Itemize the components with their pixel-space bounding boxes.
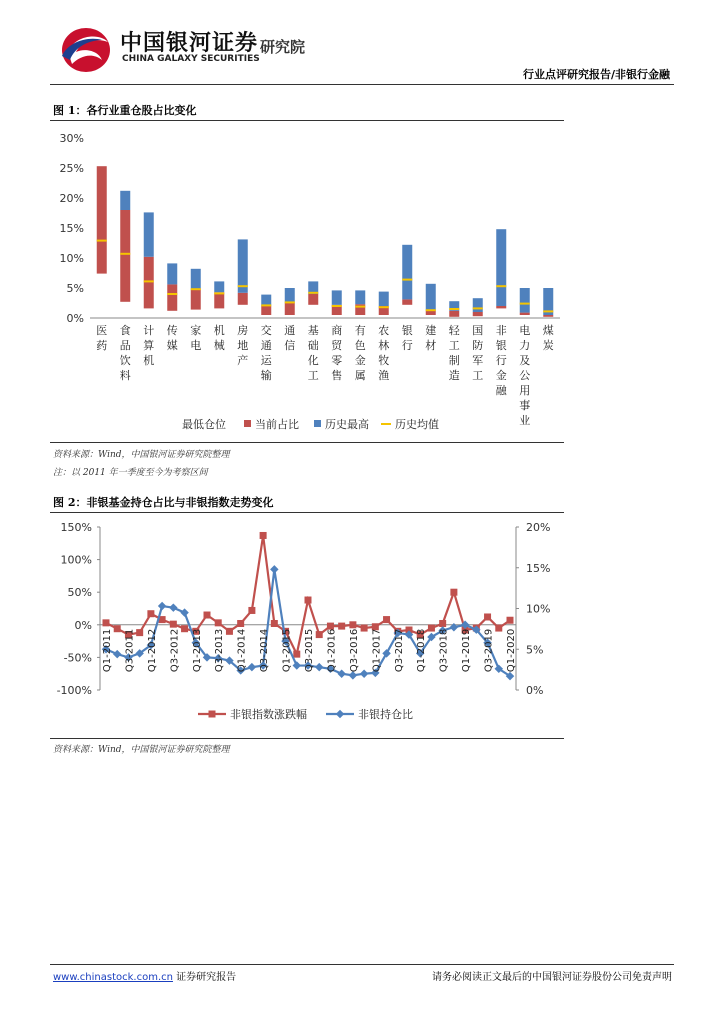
galaxy-logo-icon (58, 22, 118, 76)
x-tick-label: Q1-2011 (102, 628, 113, 673)
legend-label-max: 历史最高 (325, 418, 369, 431)
point-index-change (181, 625, 188, 632)
y-tick-label: 10% (59, 252, 84, 265)
point-index-change (204, 612, 211, 619)
figure1-title: 图 1：各行业重仓股占比变化 (53, 104, 197, 117)
point-index-change (349, 621, 356, 628)
bar-max (402, 245, 412, 300)
bar-max (191, 269, 201, 289)
point-holding-ratio (248, 663, 256, 671)
x-tick-label: Q1-2014 (236, 628, 248, 673)
left-axis-tick-label: -50% (63, 651, 92, 665)
point-holding-ratio (270, 565, 278, 573)
left-axis-tick-label: 0% (74, 618, 92, 632)
x-category-label: 非银行金融 (495, 324, 507, 397)
x-tick-label: Q1-2018 (416, 628, 428, 673)
right-axis-tick-label: 0% (526, 684, 544, 697)
x-tick-label: Q3-2014 (259, 628, 271, 673)
point-index-change (147, 610, 154, 617)
footer-left (53, 968, 236, 983)
point-index-change (136, 629, 143, 636)
company-logo (58, 22, 326, 76)
x-category-label: 机械 (213, 324, 225, 352)
x-tick-label: Q1-2017 (371, 628, 383, 673)
right-axis-tick-label: 15% (526, 561, 551, 575)
bar-max (214, 281, 224, 292)
bar-max (496, 229, 506, 306)
x-category-label: 通信 (284, 324, 296, 352)
bar-max (426, 284, 436, 310)
x-category-label: 国防军工 (472, 324, 484, 382)
bar-max (167, 263, 177, 284)
legend-marker-holding-ratio (336, 710, 344, 718)
x-tick-label: Q1-2020 (506, 628, 517, 673)
header-divider (50, 84, 674, 85)
x-category-label: 煤炭 (542, 324, 554, 352)
bar-current (214, 292, 224, 308)
x-category-label: 计算机 (143, 324, 155, 367)
point-holding-ratio (113, 650, 121, 658)
bar-max (520, 288, 530, 313)
figure2-line-chart (50, 514, 564, 738)
x-tick-label: Q3-2016 (348, 628, 360, 673)
logo-chinese-name: 中国银河证券 (120, 31, 259, 56)
x-tick-label: Q1-2012 (146, 628, 158, 673)
legend-swatch-max (314, 420, 321, 427)
x-category-label: 家电 (190, 324, 202, 352)
website-link[interactable]: www.chinastock.com.cn (53, 972, 173, 983)
x-tick-label: Q3-2011 (124, 628, 136, 673)
y-tick-label: 0% (66, 312, 84, 325)
point-index-change (327, 623, 334, 630)
point-index-change (484, 613, 491, 620)
figure2-top-rule (50, 512, 564, 513)
legend-label-min: 最低仓位 (182, 418, 226, 431)
point-index-change (226, 628, 233, 635)
footer-disclaimer: 请务必阅读正文最后的中国银河证券股份公司免责声明 (432, 972, 672, 983)
x-category-label: 农林牧渔 (378, 324, 390, 382)
point-index-change (215, 619, 222, 626)
x-category-label: 商贸零售 (331, 324, 343, 382)
legend-label-index-change: 非银指数涨跌幅 (230, 708, 307, 721)
point-holding-ratio (450, 623, 458, 631)
x-category-label: 有色金属 (354, 324, 366, 382)
y-tick-label: 15% (59, 222, 84, 235)
point-holding-ratio (315, 663, 323, 671)
x-tick-label: Q1-2019 (461, 628, 473, 673)
figure1-source: 资料来源：Wind，中国银河证券研究院整理 (53, 450, 230, 460)
x-tick-label: Q3-2017 (393, 628, 405, 673)
point-index-change (428, 625, 435, 632)
x-tick-label: Q3-2015 (304, 628, 315, 673)
right-axis-tick-label: 20% (526, 521, 551, 534)
bar-current (496, 306, 506, 308)
y-tick-label: 30% (59, 132, 84, 145)
point-index-change (507, 617, 514, 624)
point-index-change (495, 625, 502, 632)
legend-swatch-current (244, 420, 251, 427)
right-axis-tick-label: 5% (526, 643, 544, 657)
legend-label-current: 当前占比 (255, 418, 299, 431)
bar-current (308, 294, 318, 305)
legend-label-holding-ratio: 非银持仓比 (358, 708, 413, 721)
bar-current (261, 306, 271, 315)
x-category-label: 交通运输 (260, 324, 272, 382)
x-category-label: 轻工制造 (448, 324, 460, 382)
figure1-note: 注：以 2011 年一季度至今为考察区间 (53, 468, 208, 478)
bar-current (238, 293, 248, 305)
bar-current (191, 289, 201, 310)
figure2-bottom-rule (50, 738, 564, 739)
point-index-change (114, 625, 121, 632)
bar-max (355, 290, 365, 304)
bar-max (261, 295, 271, 306)
point-index-change (450, 589, 457, 596)
point-index-change (103, 619, 110, 626)
point-index-change (383, 616, 390, 623)
point-index-change (260, 532, 267, 539)
bar-current (402, 299, 412, 304)
bar-max (473, 298, 483, 312)
bar-max (285, 288, 295, 302)
x-tick-label: Q3-2013 (214, 628, 226, 673)
point-holding-ratio (293, 661, 301, 669)
x-category-label: 银行 (401, 324, 413, 352)
report-type: 行业点评研究报告/非银行金融 (522, 68, 670, 81)
bar-current (97, 166, 107, 273)
point-index-change (170, 621, 177, 628)
x-category-label: 食品饮料 (119, 324, 131, 382)
x-tick-label: Q1-2016 (326, 628, 338, 673)
footer-left-text: 证券研究报告 (176, 972, 237, 983)
point-holding-ratio (169, 603, 177, 611)
bar-max (144, 212, 154, 256)
bar-current (449, 311, 459, 317)
y-tick-label: 20% (59, 192, 84, 205)
bar-max (379, 292, 389, 306)
figure1-bar-chart (50, 122, 564, 442)
point-index-change (316, 631, 323, 638)
x-category-label: 电力及公用事业 (519, 324, 531, 427)
left-axis-tick-label: 150% (60, 521, 92, 534)
figure2-source: 资料来源：Wind，中国银河证券研究院整理 (53, 745, 230, 755)
point-index-change (248, 607, 255, 614)
bar-current (167, 284, 177, 310)
y-tick-label: 25% (59, 162, 84, 175)
point-index-change (305, 597, 312, 604)
point-holding-ratio (158, 602, 166, 610)
legend-marker-index-change (209, 711, 216, 718)
bar-current (473, 312, 483, 316)
legend-label-mean: 历史均值 (395, 418, 439, 431)
bar-current (144, 257, 154, 309)
point-holding-ratio (337, 669, 345, 677)
point-index-change (361, 625, 368, 632)
bar-current (543, 315, 553, 317)
point-holding-ratio (180, 608, 188, 616)
point-index-change (237, 620, 244, 627)
bar-current (520, 313, 530, 315)
x-category-label: 建材 (425, 324, 437, 352)
bar-current (285, 302, 295, 315)
point-index-change (293, 651, 300, 658)
figure1-bottom-rule (50, 442, 564, 443)
point-index-change (338, 623, 345, 630)
point-holding-ratio (360, 669, 368, 677)
bar-max (332, 290, 342, 304)
x-tick-label: Q1-2013 (191, 628, 203, 673)
footer-divider (50, 964, 674, 965)
x-category-label: 房地产 (237, 324, 249, 367)
right-axis-tick-label: 10% (526, 602, 551, 616)
bar-max (238, 239, 248, 292)
point-index-change (271, 620, 278, 627)
left-axis-tick-label: 50% (67, 586, 92, 600)
bar-max (120, 191, 130, 210)
logo-research-institute: 研究院 (260, 38, 306, 56)
figure1-top-rule (50, 120, 564, 121)
x-tick-label: Q1-2015 (281, 628, 293, 673)
x-tick-label: Q3-2012 (169, 628, 181, 673)
left-axis-tick-label: -100% (56, 684, 92, 697)
logo-english-name: CHINA GALAXY SECURITIES (122, 54, 260, 64)
point-index-change (439, 620, 446, 627)
figure2-title: 图 2：非银基金持仓占比与非银指数走势变化 (53, 496, 274, 509)
x-category-label: 传媒 (166, 324, 178, 352)
x-category-label: 基础化工 (307, 324, 319, 382)
x-category-label: 医药 (96, 324, 108, 352)
left-axis-tick-label: 100% (60, 553, 92, 567)
y-tick-label: 5% (66, 282, 84, 295)
bar-current (120, 210, 130, 302)
x-tick-label: Q3-2019 (483, 628, 495, 673)
x-tick-label: Q3-2018 (438, 628, 450, 673)
